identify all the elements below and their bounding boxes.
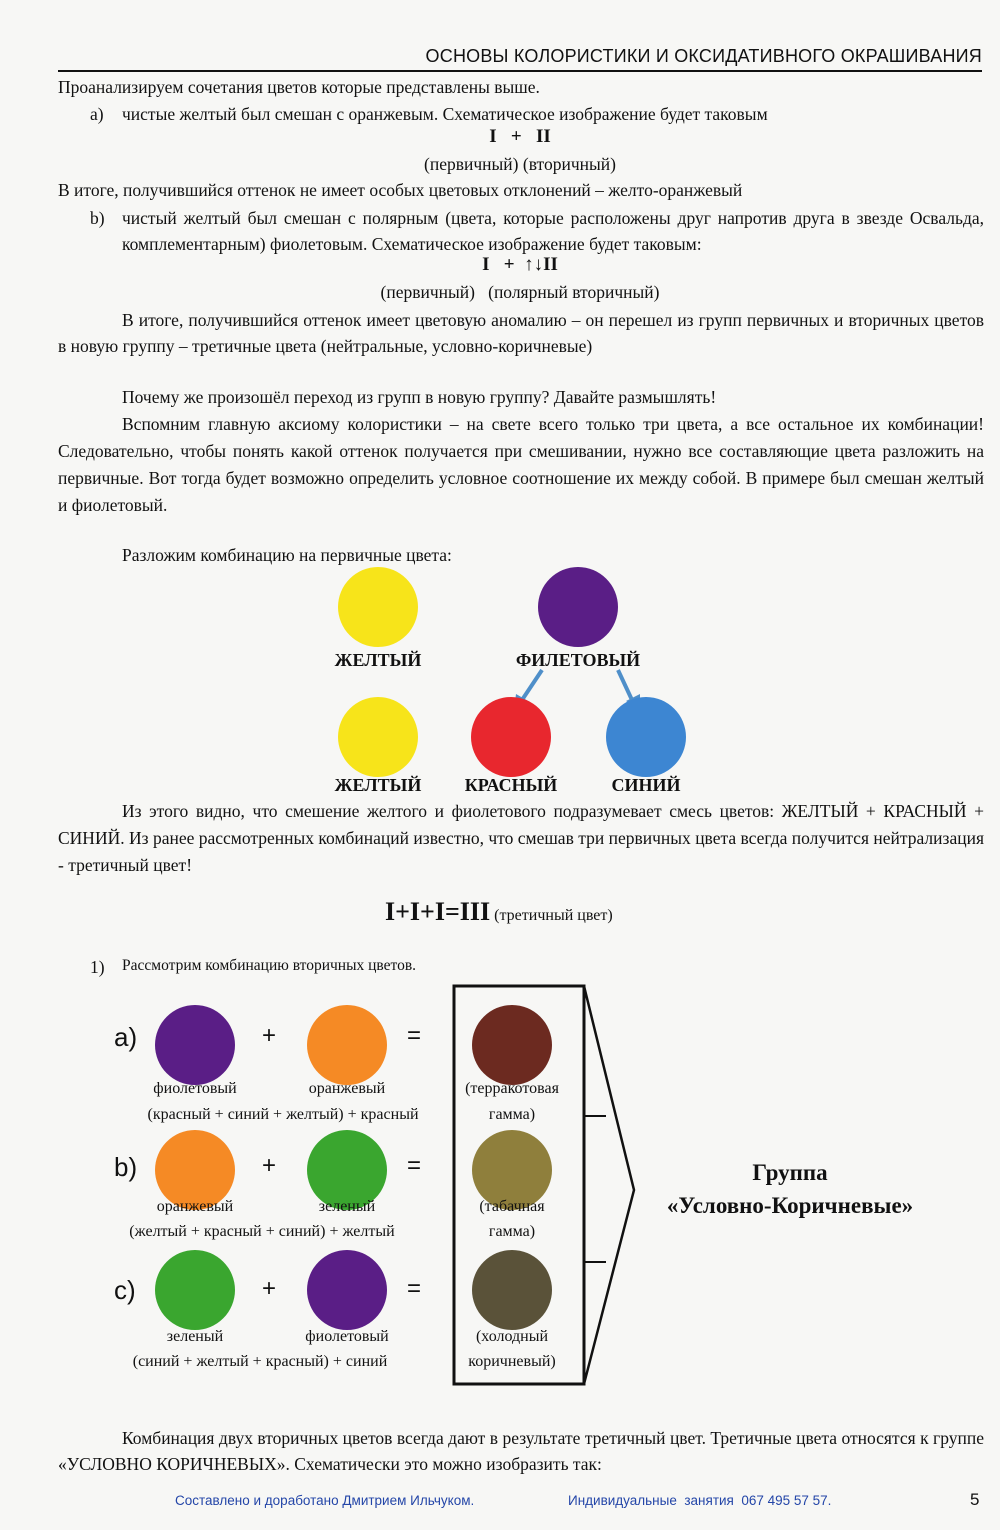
yellow-circle-2 xyxy=(338,697,418,777)
blue-circle xyxy=(606,697,686,777)
conclusion-paragraph: Из этого видно, что смешение желтого и фиолетового подразумевает смесь цветов: ЖЕЛТЫЙ + КРАСНЫЙ + СИНИЙ. Из ранее рассмотренных комбинаций известно, что смешав три первичных цвета всегда получится нейтрализация - третичный цвет! xyxy=(58,801,984,875)
combo-b-right-name: зеленый xyxy=(318,1198,376,1215)
combo-c-green-circle xyxy=(155,1250,235,1330)
combo-b-formula: (желтый + красный + синий) + желтый xyxy=(129,1223,395,1240)
group-line-1: Группа xyxy=(752,1160,828,1185)
formula-main: I+I+I=III xyxy=(385,897,491,926)
combo-c-letter: c) xyxy=(114,1275,136,1305)
axiom-paragraph: Вспомним главную аксиому колористики – на свете всего только три цвета, а все остальное их комбинации! Следовательно, чтобы понять какой оттенок получается при смешивании, нужно все составляющие цвета разложить на первичные. Вот тогда будет возможно определить условное соотношение их между собой. В примере был смешан желтый и фиолетовый. xyxy=(58,414,984,515)
combo-a-orange-circle xyxy=(307,1005,387,1085)
result-box xyxy=(454,986,584,1384)
combo-a-violet-circle xyxy=(155,1005,235,1085)
combo-c-plus: + xyxy=(262,1275,277,1302)
violet-circle xyxy=(538,567,618,647)
combo-a-plus: + xyxy=(262,1022,277,1049)
question-line: Почему же произошёл переход из групп в новую группу? Давайте размышлять! xyxy=(122,387,717,407)
combo-b-letter: b) xyxy=(114,1152,138,1182)
red-circle xyxy=(471,697,551,777)
combo-a-right-name: оранжевый xyxy=(308,1080,386,1097)
combo-a-letter: a) xyxy=(114,1022,138,1052)
item-b-marker: b) xyxy=(90,208,105,228)
footer-lessons: Индивидуальные занятия 067 495 57 57. xyxy=(568,1493,832,1508)
running-header: ОСНОВЫ КОЛОРИСТИКИ И ОКСИДАТИВНОГО ОКРАШИВАНИЯ xyxy=(425,46,982,66)
combo-c-equals: = xyxy=(407,1275,422,1302)
combo-a-result-2: гамма) xyxy=(488,1106,536,1123)
label-yellow-2: ЖЕЛТЫЙ xyxy=(334,775,422,795)
section-marker: 1) xyxy=(90,957,105,977)
item-b-formula: I + ↑↓II xyxy=(482,254,558,275)
item-a-marker: a) xyxy=(90,104,104,124)
closing-paragraph: Комбинация двух вторичных цветов всегда дают в результате третичный цвет. Третичные цвета относятся к группе «УСЛОВНО КОРИЧНЕВЫХ». Схематически это можно изобразить так: xyxy=(58,1428,984,1474)
combo-a-result-1: (терракотовая xyxy=(465,1080,559,1097)
intro-line: Проанализируем сочетания цветов которые представлены выше. xyxy=(58,77,540,97)
combo-c-right-name: фиолетовый xyxy=(305,1328,389,1345)
combo-c-violet-circle xyxy=(307,1250,387,1330)
combo-a-left-name: фиолетовый xyxy=(153,1080,237,1097)
arrow-to-red xyxy=(522,670,542,700)
page-number: 5 xyxy=(970,1490,980,1509)
decompose-intro: Разложим комбинацию на первичные цвета: xyxy=(122,545,452,565)
item-b-legend: (первичный) (полярный вторичный) xyxy=(380,282,660,302)
item-b-result: В итоге, получившийся оттенок имеет цветовую аномалию – он перешел из групп первичных и вторичных цветов в новую группу – третичные цвета (нейтральные, условно-коричневые) xyxy=(58,310,984,356)
combo-b-equals: = xyxy=(407,1152,422,1179)
section-title: Рассмотрим комбинацию вторичных цветов. xyxy=(122,957,417,974)
combo-a-formula: (красный + синий + желтый) + красный xyxy=(147,1106,419,1123)
yellow-circle xyxy=(338,567,418,647)
header-rule xyxy=(58,70,982,72)
item-a-text: чистые желтый был смешан с оранжевым. Схематическое изображение будет таковым xyxy=(122,104,768,124)
combo-c-left-name: зеленый xyxy=(166,1328,224,1345)
combo-a-equals: = xyxy=(407,1022,422,1049)
result-bracket xyxy=(450,980,640,1390)
formula-note: (третичный цвет) xyxy=(494,907,613,924)
footer-author: Составлено и доработано Дмитрием Ильчуком. xyxy=(175,1493,475,1508)
group-line-2: «Условно-Коричневые» xyxy=(666,1193,914,1218)
main-formula xyxy=(385,897,613,927)
label-yellow: ЖЕЛТЫЙ xyxy=(334,650,422,670)
combo-b-plus: + xyxy=(262,1152,277,1179)
combo-c-result-2: коричневый) xyxy=(468,1353,556,1370)
item-a-legend: (первичный) (вторичный) xyxy=(424,154,616,174)
label-blue: СИНИЙ xyxy=(611,775,681,795)
label-red: КРАСНЫЙ xyxy=(464,775,558,795)
combo-b-result-2: гамма) xyxy=(488,1223,536,1240)
arrow-to-blue xyxy=(618,670,632,700)
combo-c-result-1: (холодный xyxy=(475,1328,549,1345)
combo-b-result-1: (табачная xyxy=(479,1198,545,1215)
combo-c-formula: (синий + желтый + красный) + синий xyxy=(132,1353,388,1370)
item-a-result: В итоге, получившийся оттенок не имеет особых цветовых отклонений – желто-оранжевый xyxy=(58,180,743,200)
label-violet: ФИЛЕТОВЫЙ xyxy=(515,650,641,670)
item-b-text: чистый желтый был смешан с полярным (цвета, которые расположены друг напротив друга в звезде Освальда, комплементарным) фиолетовым. Схематическое изображение будет таковым: xyxy=(122,208,984,254)
result-arrow xyxy=(584,986,634,1384)
combo-b-left-name: оранжевый xyxy=(156,1198,234,1215)
item-a-formula: I + II xyxy=(489,126,551,147)
